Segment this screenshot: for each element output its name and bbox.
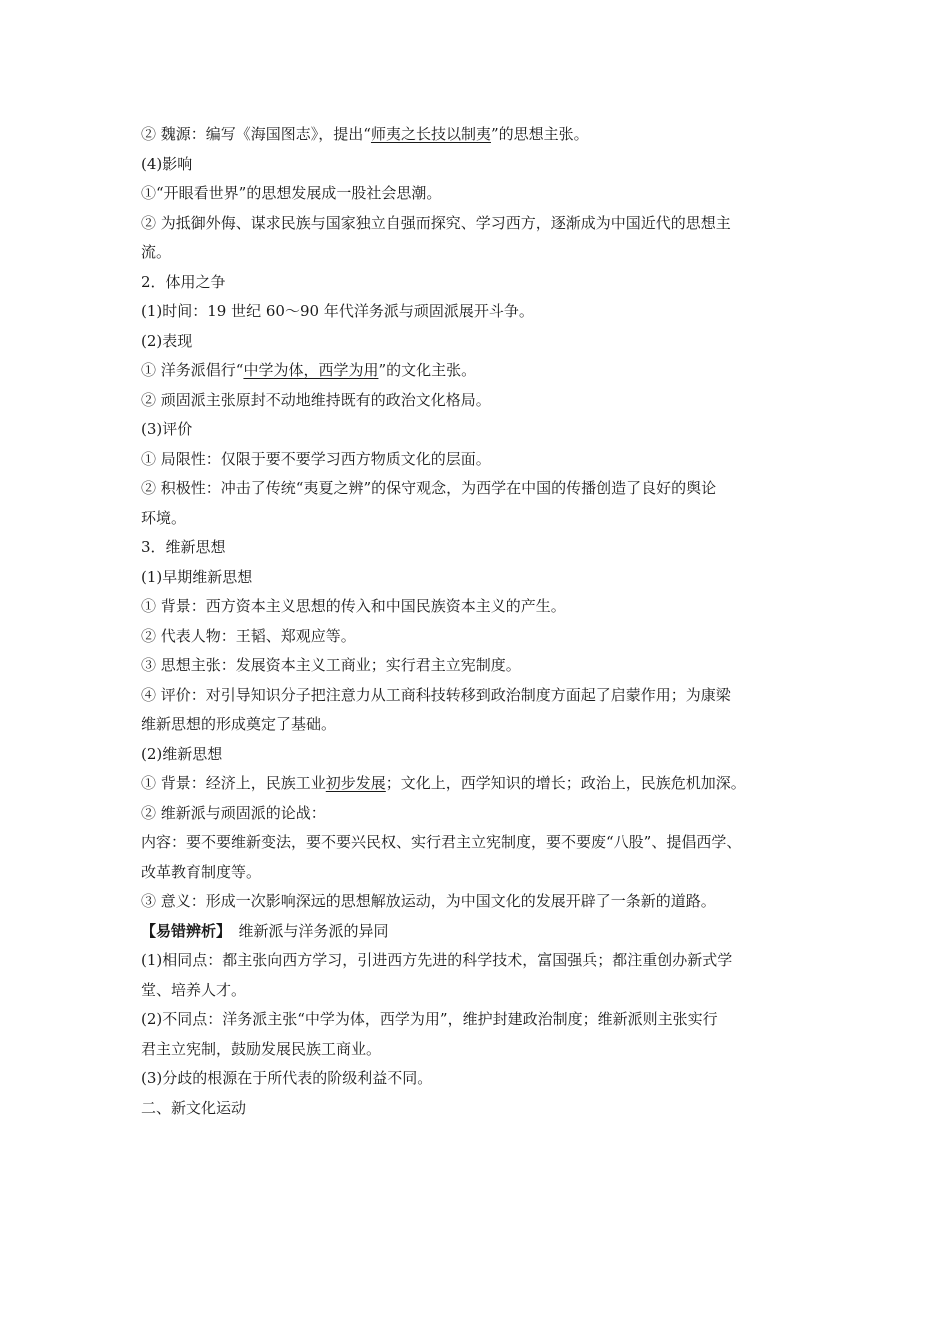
text-span: ② 魏源：编写《海国图志》，提出“ bbox=[141, 125, 371, 143]
text-span: ① 背景：西方资本主义思想的传入和中国民族资本主义的产生。 bbox=[141, 597, 566, 615]
text-span: (2)不同点：洋务派主张“中学为体，西学为用”，维护封建政治制度；维新派则主张实行 bbox=[141, 1010, 718, 1028]
text-line bbox=[141, 179, 831, 209]
text-line bbox=[141, 651, 831, 681]
text-line bbox=[141, 976, 831, 1006]
text-span: (1)时间：19 世纪 60～90 年代洋务派与顽固派展开斗争。 bbox=[141, 302, 534, 320]
text-line bbox=[141, 504, 831, 534]
text-line bbox=[141, 386, 831, 416]
text-line bbox=[141, 710, 831, 740]
text-line bbox=[141, 592, 831, 622]
text-span: ④ 评价：对引导知识分子把注意力从工商科技转移到政治制度方面起了启蒙作用；为康梁 bbox=[141, 685, 731, 704]
text-span: ② 积极性：冲击了传统“夷夏之辨”的保守观念，为西学在中国的传播创造了良好的舆论 bbox=[141, 479, 717, 497]
text-line bbox=[141, 740, 831, 770]
text-span: ① 洋务派倡行“ bbox=[141, 361, 244, 379]
text-span: ③ 思想主张：发展资本主义工商业；实行君主立宪制度。 bbox=[141, 656, 521, 674]
text-line bbox=[141, 622, 831, 652]
text-line bbox=[141, 356, 831, 386]
text-span: (2)表现 bbox=[141, 331, 193, 350]
text-span: (3)评价 bbox=[141, 420, 193, 438]
text-span: ② 顽固派主张原封不动地维持既有的政治文化格局。 bbox=[141, 390, 491, 409]
text-span: 环境。 bbox=[141, 508, 187, 527]
text-line bbox=[141, 917, 831, 947]
text-span: ”的文化主张。 bbox=[378, 361, 477, 379]
text-line bbox=[141, 297, 831, 327]
text-line bbox=[141, 858, 831, 888]
text-span: 3．维新思想 bbox=[141, 538, 226, 556]
text-line bbox=[141, 209, 831, 239]
label-bold: 【易错辨析】 bbox=[141, 921, 224, 940]
text-line bbox=[141, 533, 831, 563]
text-span: 维新思想的形成奠定了基础。 bbox=[141, 715, 337, 733]
text-line bbox=[141, 327, 831, 357]
text-span: 维新派与洋务派的异同 bbox=[223, 921, 389, 940]
text-span: 流。 bbox=[141, 243, 172, 261]
underlined-term: 初步发展 bbox=[325, 774, 386, 792]
text-line bbox=[141, 120, 831, 150]
text-line bbox=[141, 563, 831, 593]
text-line bbox=[141, 268, 831, 298]
text-line bbox=[141, 887, 831, 917]
text-line bbox=[141, 681, 831, 711]
text-span: (1)相同点：都主张向西方学习，引进西方先进的科学技术，富国强兵；都注重创办新式学 bbox=[141, 951, 733, 969]
text-line bbox=[141, 1064, 831, 1094]
text-line bbox=[141, 415, 831, 445]
underlined-term: 师夷之长技以制夷 bbox=[370, 125, 491, 143]
text-span: (2)维新思想 bbox=[141, 744, 223, 763]
text-span: 内容：要不要维新变法，要不要兴民权、实行君主立宪制度，要不要废“八股”、提倡西学、 bbox=[141, 833, 742, 851]
text-span: 2．体用之争 bbox=[141, 272, 226, 291]
text-span: (4)影响 bbox=[141, 154, 193, 173]
text-line bbox=[141, 828, 831, 858]
text-span: ”的思想主张。 bbox=[490, 125, 589, 143]
text-line bbox=[141, 150, 831, 180]
text-span: (3)分歧的根源在于所代表的阶级利益不同。 bbox=[141, 1069, 433, 1087]
text-span: ② 维新派与顽固派的论战： bbox=[141, 803, 326, 822]
underlined-term: 中学为体，西学为用 bbox=[243, 361, 379, 379]
text-line bbox=[141, 1005, 831, 1035]
text-span: ① 局限性：仅限于要不要学习西方物质文化的层面。 bbox=[141, 449, 491, 468]
text-span: ② 为抵御外侮、谋求民族与国家独立自强而探究、学习西方，逐渐成为中国近代的思想主 bbox=[141, 213, 731, 232]
text-line bbox=[141, 1094, 831, 1124]
text-line bbox=[141, 946, 831, 976]
text-line bbox=[141, 474, 831, 504]
text-span: 改革教育制度等。 bbox=[141, 862, 262, 881]
text-span: ② 代表人物：王韬、郑观应等。 bbox=[141, 626, 356, 645]
text-span: 君主立宪制，鼓励发展民族工商业。 bbox=[141, 1039, 382, 1058]
text-span: 堂、培养人才。 bbox=[141, 980, 247, 999]
document-body bbox=[141, 120, 831, 1123]
text-line bbox=[141, 769, 831, 799]
text-line bbox=[141, 445, 831, 475]
text-span: ③ 意义：形成一次影响深远的思想解放运动，为中国文化的发展开辟了一条新的道路。 bbox=[141, 892, 716, 910]
text-line bbox=[141, 1035, 831, 1065]
text-span: ① 背景：经济上，民族工业 bbox=[141, 774, 326, 792]
text-span: ①“开眼看世界”的思想发展成一股社会思潮。 bbox=[141, 184, 442, 202]
text-line bbox=[141, 238, 831, 268]
text-span: (1)早期维新思想 bbox=[141, 567, 253, 586]
text-line bbox=[141, 799, 831, 829]
text-span: ；文化上，西学知识的增长；政治上，民族危机加深。 bbox=[385, 774, 746, 792]
text-span: 二、新文化运动 bbox=[141, 1098, 247, 1117]
